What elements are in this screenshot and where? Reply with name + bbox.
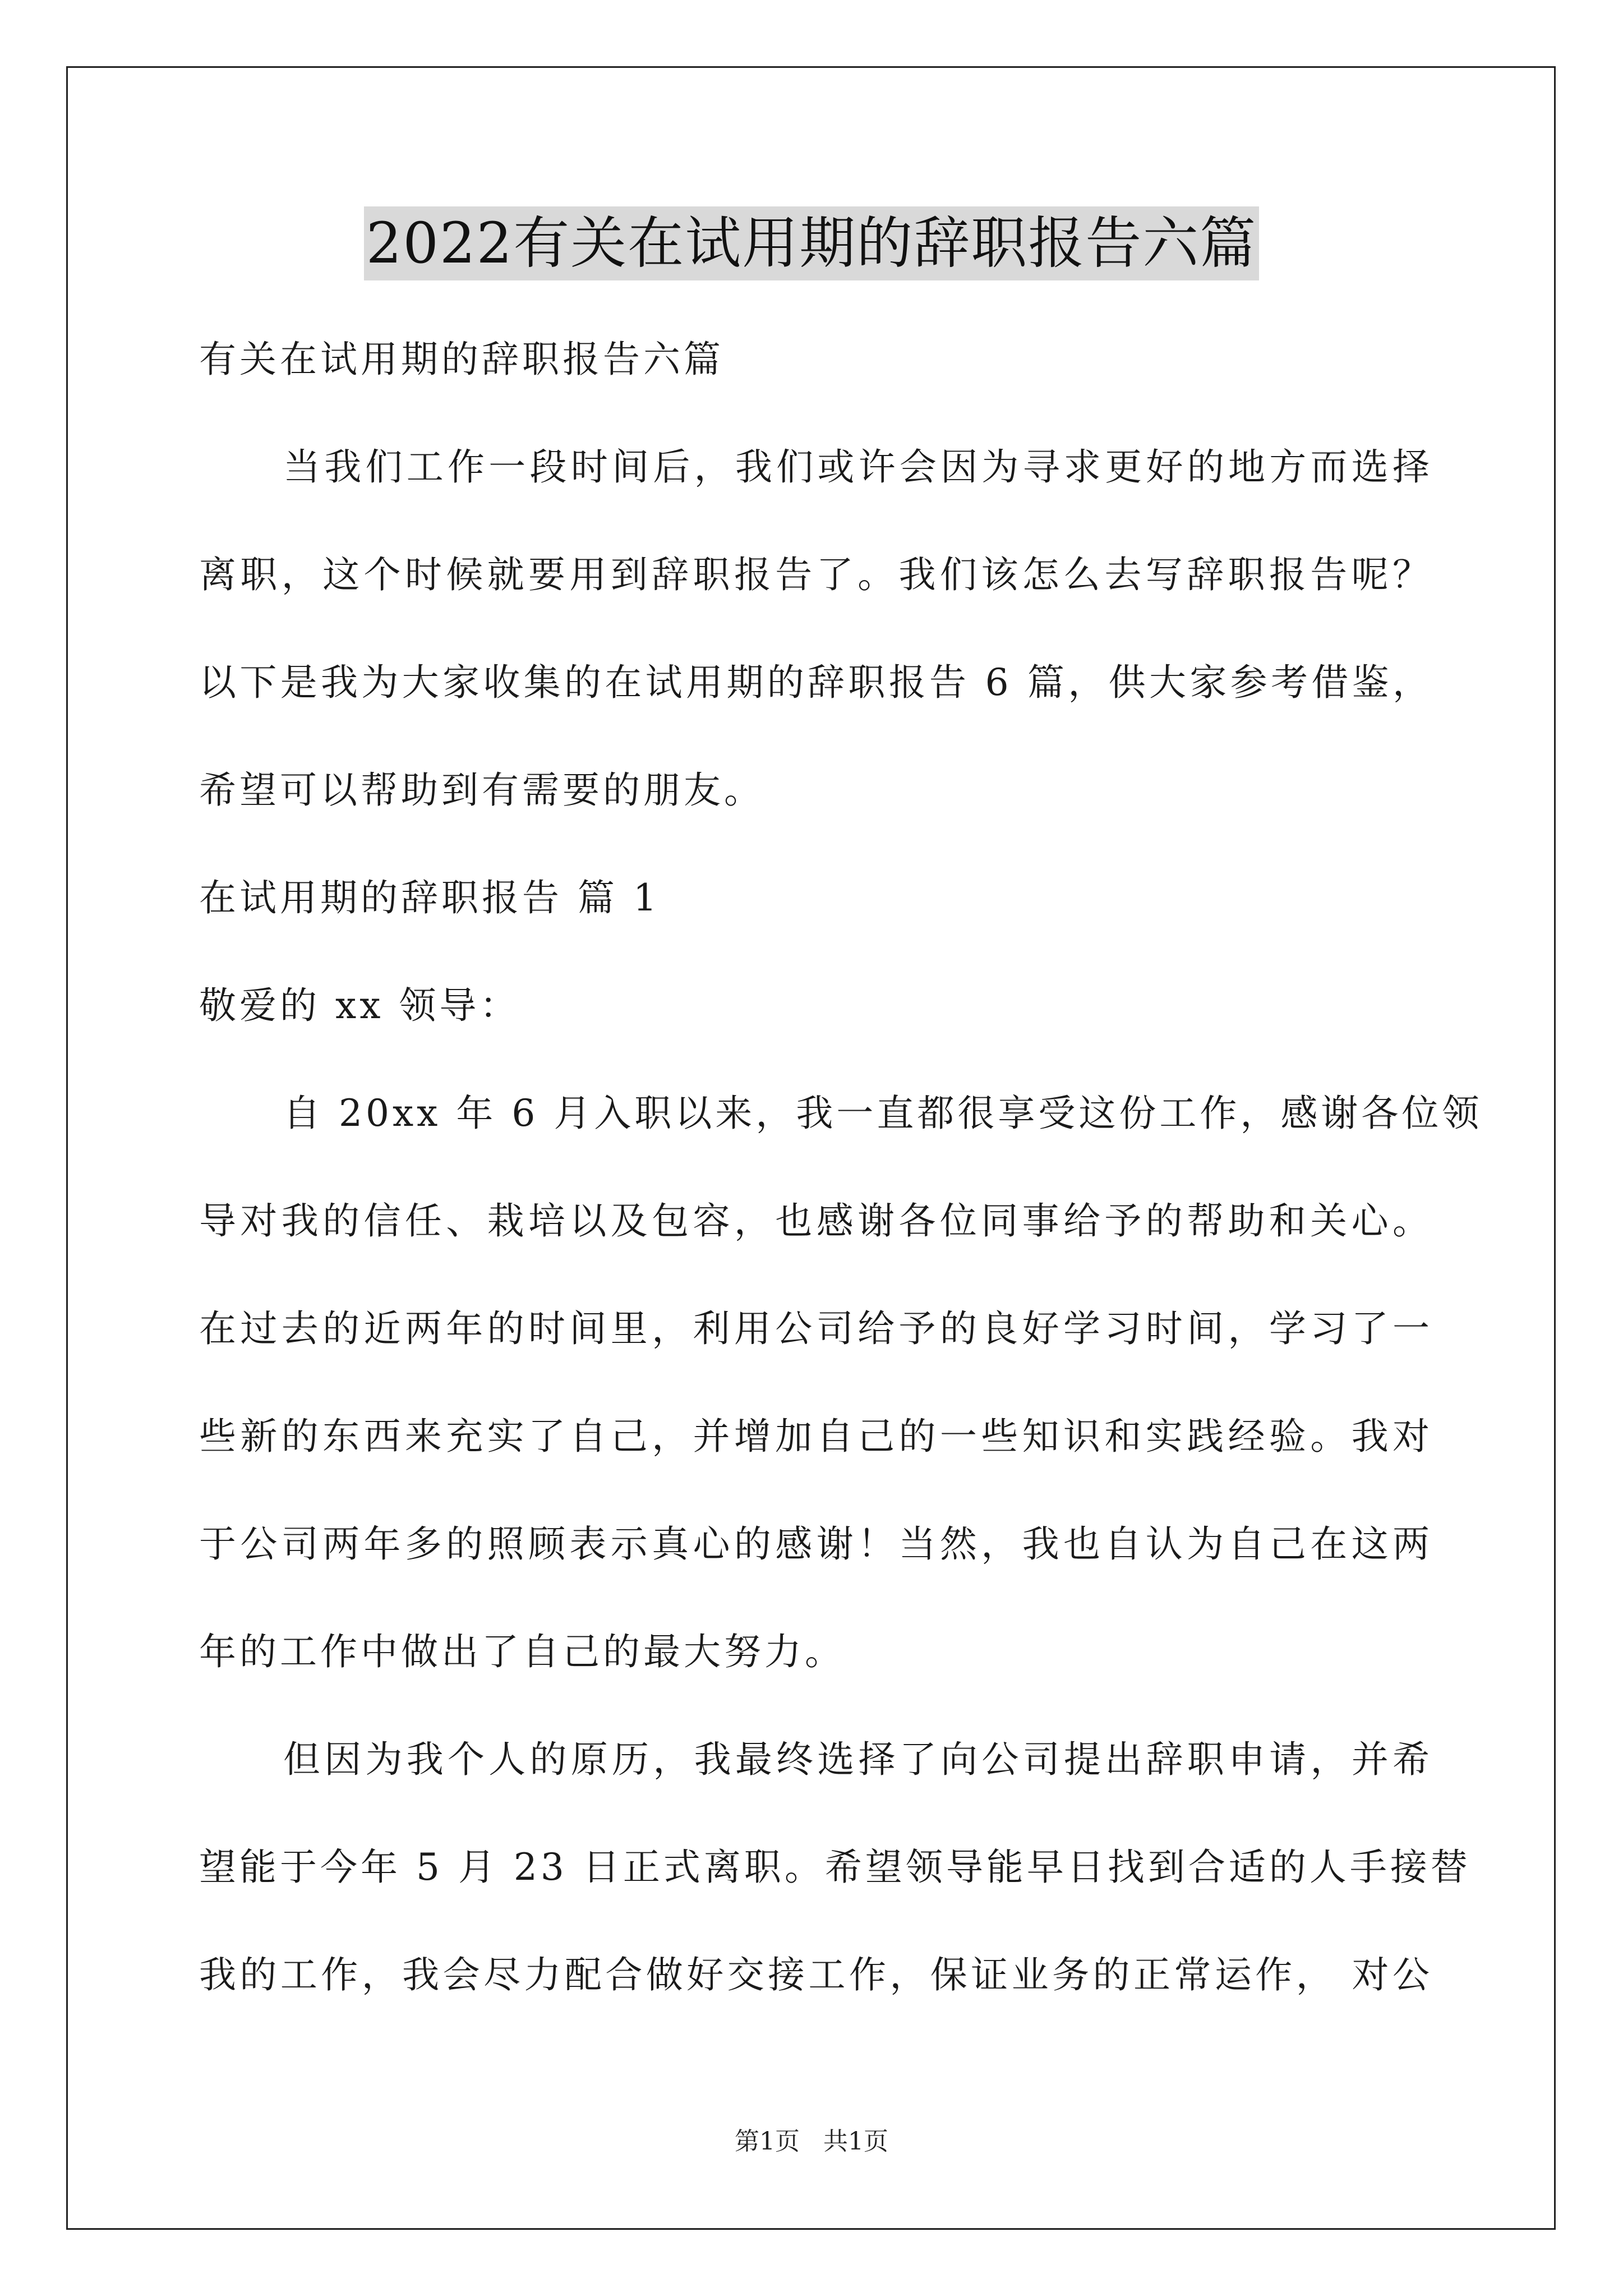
section-heading: 在试用期的辞职报告 篇 1 [199, 876, 660, 919]
subtitle-line: 有关在试用期的辞职报告六篇 [199, 338, 724, 381]
salutation-line: 敬爱的 xx 领导： [199, 984, 520, 1027]
paragraph-line: 导对我的信任、栽培以及包容，也感谢各位同事给予的帮助和关心。 [199, 1199, 1433, 1243]
paragraph-line: 自 20xx 年 6 月入职以来，我一直都很享受这份工作，感谢各位领 [283, 1092, 1483, 1135]
paragraph-line: 望能于今年 5 月 23 日正式离职。希望领导能早日找到合适的人手接替 [199, 1846, 1471, 1889]
paragraph-line: 但因为我个人的原历，我最终选择了向公司提出辞职申请，并希 [283, 1738, 1433, 1781]
paragraph-line: 离职，这个时候就要用到辞职报告了。我们该怎么去写辞职报告呢？ [199, 553, 1433, 596]
paragraph-line: 年的工作中做出了自己的最大努力。 [199, 1630, 845, 1673]
paragraph-line: 当我们工作一段时间后，我们或许会因为寻求更好的地方而选择 [283, 445, 1433, 489]
paragraph-line: 我的工作，我会尽力配合做好交接工作，保证业务的正常运作， 对公 [199, 1953, 1433, 1996]
paragraph-line: 以下是我为大家收集的在试用期的辞职报告 6 篇，供大家参考借鉴， [199, 661, 1433, 704]
document-title: 2022有关在试用期的辞职报告六篇 [364, 206, 1260, 280]
paragraph-line: 些新的东西来充实了自己，并增加自己的一些知识和实践经验。我对 [199, 1415, 1433, 1458]
document-body [199, 306, 1483, 2029]
paragraph-line: 希望可以帮助到有需要的朋友。 [199, 769, 764, 812]
paragraph-line: 于公司两年多的照顾表示真心的感谢！当然，我也自认为自己在这两 [199, 1522, 1433, 1566]
page-footer: 第1页 共1页 [735, 2127, 888, 2156]
title-container [0, 206, 1623, 280]
paragraph-line: 在过去的近两年的时间里，利用公司给予的良好学习时间，学习了一 [199, 1307, 1433, 1350]
